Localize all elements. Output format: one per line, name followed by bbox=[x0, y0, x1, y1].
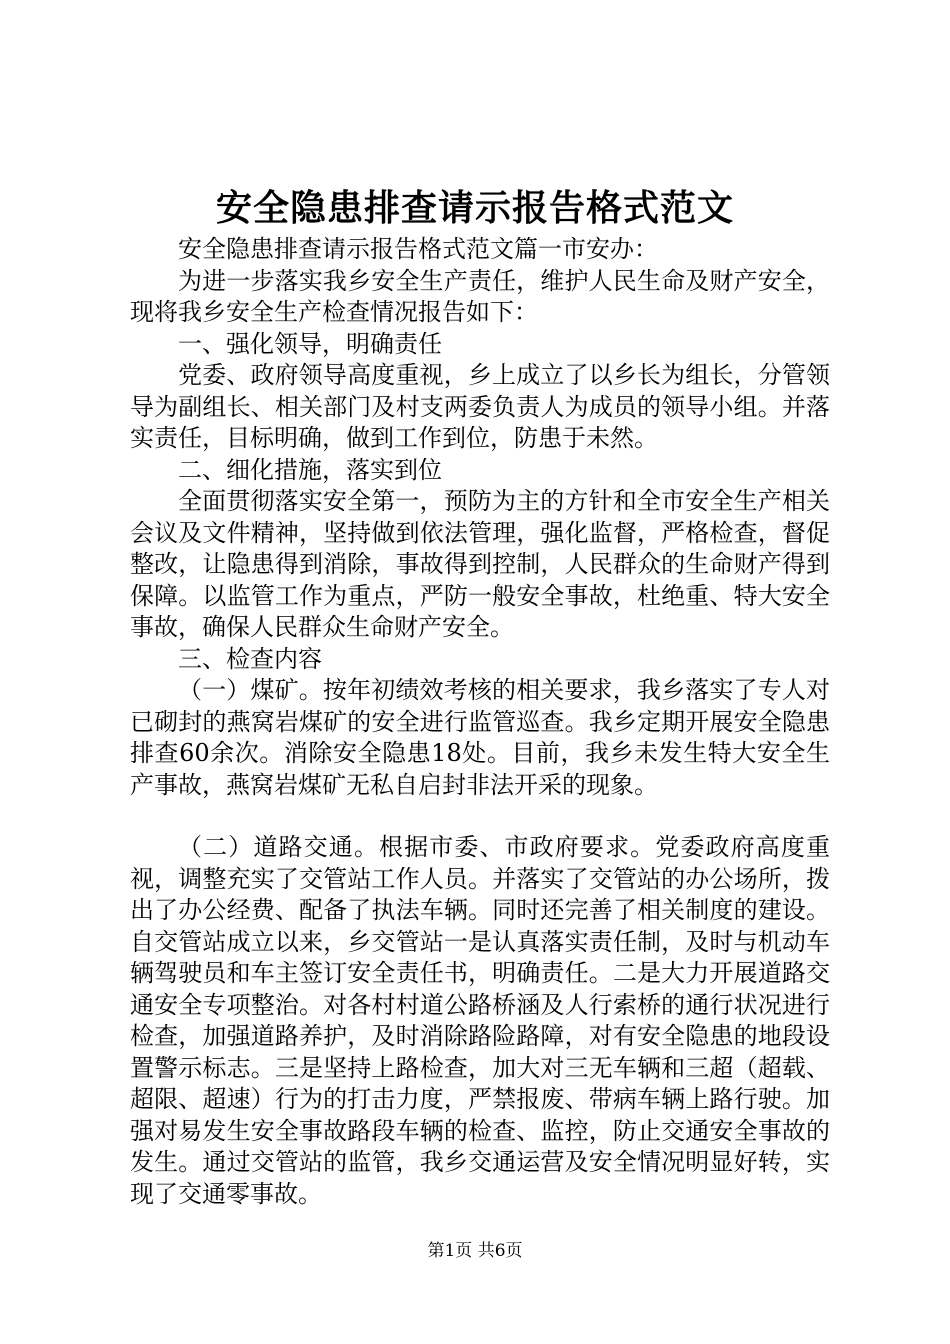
paragraph-coal-mine: （一）煤矿。按年初绩效考核的相关要求，我乡落实了专人对已砌封的燕窝岩煤矿的安全进行监管巡查。我乡定期开展安全隐患排查60余次。消除安全隐患18处。目前，我乡未发生特大安全生产事故，燕窝岩煤矿无私自启封非法开采的现象。 bbox=[130, 676, 830, 799]
paragraph-intro: 为进一步落实我乡安全生产责任，维护人民生命及财产安全，现将我乡安全生产检查情况报告如下： bbox=[130, 266, 830, 326]
document-body bbox=[130, 234, 830, 1210]
section-heading-3: 三、检查内容 bbox=[178, 644, 322, 673]
paragraph-road-traffic: （二）道路交通。根据市委、市政府要求。党委政府高度重视，调整充实了交管站工作人员。并落实了交管站的办公场所，拨出了办公经费、配备了执法车辆。同时还完善了相关制度的建设。自交管站成立以来，乡交管站一是认真落实责任制，及时与机动车辆驾驶员和车主签订安全责任书，明确责任。二是大力开展道路交通安全专项整治。对各村村道公路桥涵及人行索桥的通行状况进行检查，加强道路养护，及时消除路险路障，对有安全隐患的地段设置警示标志。三是坚持上路检查，加大对三无车辆和三超（超载、超限、超速）行为的打击力度，严禁报废、带病车辆上路行驶。加强对易发生安全事故路段车辆的检查、监控，防止交通安全事故的发生。通过交管站的监管，我乡交通运营及安全情况明显好转，实现了交通零事故。 bbox=[130, 833, 830, 1208]
document-title: 安全隐患排查请示报告格式范文 bbox=[215, 187, 734, 229]
section-heading-2: 二、细化措施，落实到位 bbox=[178, 455, 442, 484]
paragraph-leadership: 党委、政府领导高度重视，乡上成立了以乡长为组长，分管领导为副组长、相关部门及村支两委负责人为成员的领导小组。并落实责任，目标明确，做到工作到位，防患于未然。 bbox=[130, 361, 830, 452]
page-number-footer: 第1页 共6页 bbox=[427, 1241, 523, 1261]
paragraph-salutation: 安全隐患排查请示报告格式范文篇一市安办： bbox=[178, 235, 658, 263]
section-heading-1: 一、强化领导，明确责任 bbox=[178, 329, 442, 358]
paragraph-measures: 全面贯彻落实安全第一，预防为主的方针和全市安全生产相关会议及文件精神，坚持做到依法管理，强化监督，严格检查，督促整改，让隐患得到消除，事故得到控制，人民群众的生命财产得到保障。以监管工作为重点，严防一般安全事故，杜绝重、特大安全事故，确保人民群众生命财产安全。 bbox=[130, 487, 830, 641]
